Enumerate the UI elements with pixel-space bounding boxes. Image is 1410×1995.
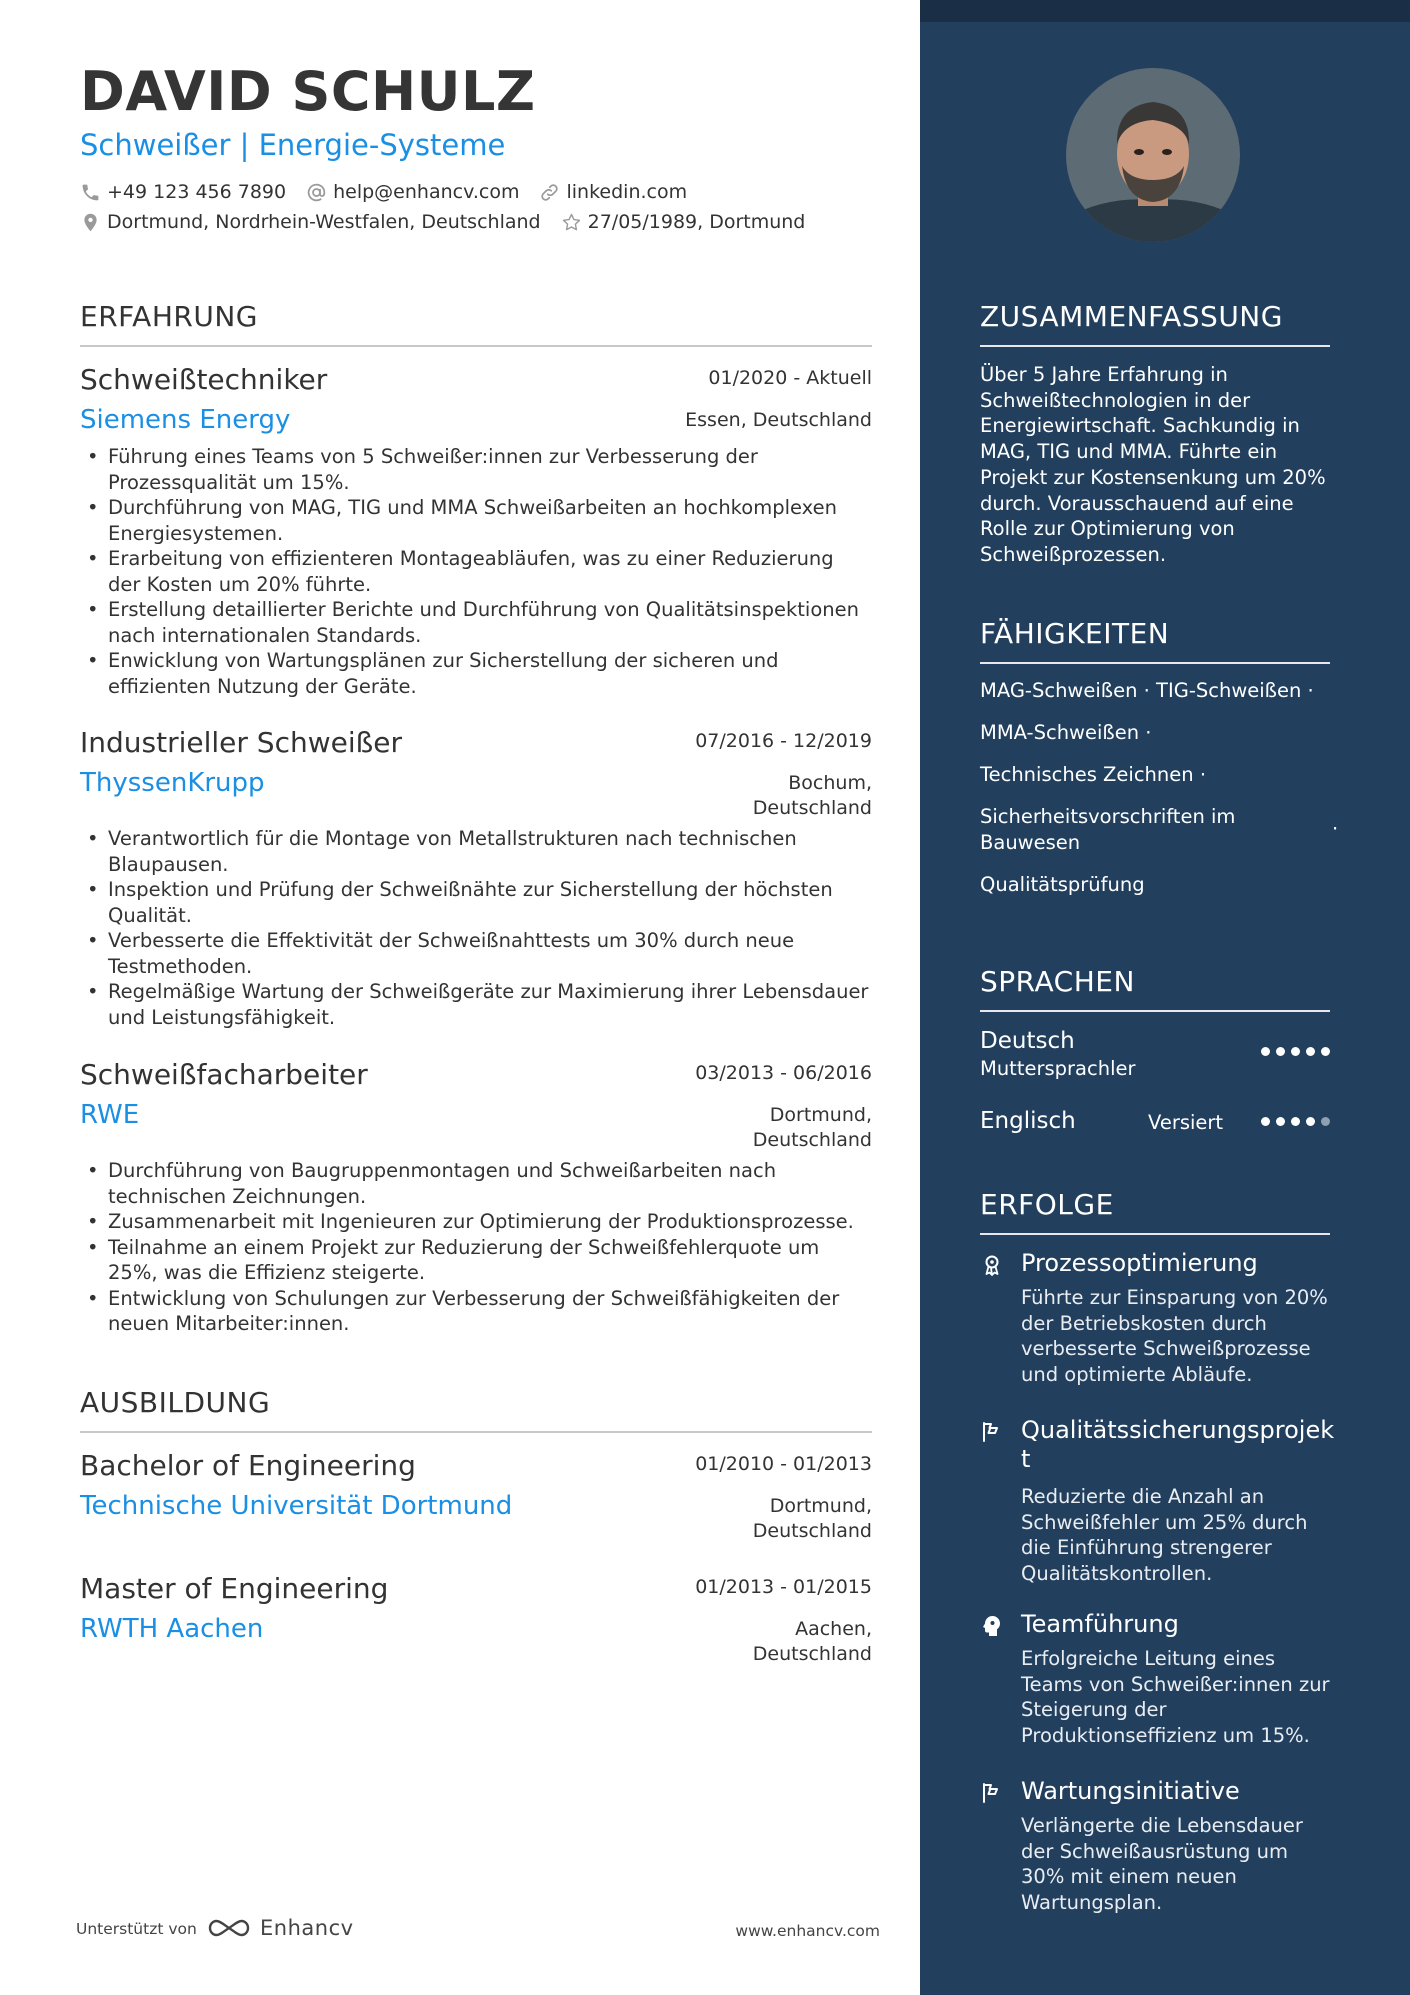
enhancv-brand-name: Enhancv <box>260 1916 354 1940</box>
languages-divider <box>980 1010 1330 1012</box>
contact-row <box>80 181 707 203</box>
link-icon <box>539 182 560 203</box>
job-location-city: Dortmund, <box>769 1104 872 1126</box>
job-bullets <box>80 1158 872 1337</box>
skill-line <box>980 678 1335 704</box>
achievement-title-line: t <box>1021 1445 1031 1473</box>
degree-title: Bachelor of Engineering <box>80 1449 416 1482</box>
job-location <box>753 1103 872 1153</box>
skills-title: FÄHIGKEITEN <box>980 617 1170 650</box>
rating-dot-filled <box>1321 1047 1330 1056</box>
degree-title: Master of Engineering <box>80 1572 389 1605</box>
skill-item: MAG-Schweißen <box>980 679 1138 702</box>
skill-item: TIG-Schweißen <box>1156 679 1302 702</box>
job-bullet: • Erstellung detaillierter Berichte und Durchführung von Qualitätsinspektionen nach internationalen Standards. <box>80 597 872 648</box>
achievement-title-line: Qualitätssicherungsprojek <box>1021 1416 1335 1444</box>
job-bullet: • Inspektion und Prüfung der Schweißnähte zur Sicherstellung der höchsten Qualität. <box>80 877 872 928</box>
linkedin-text[interactable]: linkedin.com <box>566 181 688 203</box>
skill-item: MMA-Schweißen <box>980 721 1140 744</box>
skill-item: Technisches Zeichnen <box>980 763 1194 786</box>
job-bullet: • Erarbeitung von effizienteren Montageabläufen, was zu einer Reduzierung der Kosten um 20% führte. <box>80 546 872 597</box>
education-location-country: Deutschland <box>752 1520 872 1542</box>
email-item[interactable] <box>306 181 519 203</box>
contact-row-2 <box>80 211 825 233</box>
language-rating <box>1255 1117 1330 1126</box>
powered-by-text: Unterstützt von <box>76 1920 197 1938</box>
job-bullet: • Verantwortlich für die Montage von Metallstrukturen nach technischen Blaupausen. <box>80 826 872 877</box>
job-company[interactable]: Siemens Energy <box>80 405 291 435</box>
education-location-city: Dortmund, <box>769 1495 872 1517</box>
skill-item: Sicherheitsvorschriften im Bauwesen <box>980 805 1236 854</box>
summary-text: Über 5 Jahre Erfahrung in Schweißtechnologien in der Energiewirtschaft. Sachkundig in MAG, TIG und MMA. Führte ein Projekt zur Kostensenkung um 20% durch. Vorausschauend auf eine Rolle zur Optimierung von Schweißprozessen. <box>980 363 1326 566</box>
achievement-title: Wartungsinitiative <box>1021 1777 1240 1805</box>
language-level: Muttersprachler <box>980 1057 1136 1080</box>
avatar-portrait <box>1066 68 1240 242</box>
job-bullet: • Verbesserte die Effektivität der Schweißnahttests um 30% durch neue Testmethoden. <box>80 928 872 979</box>
sidebar <box>920 0 1410 1995</box>
achievements-divider <box>980 1233 1330 1235</box>
education-divider <box>80 1431 872 1433</box>
skill-separator: · <box>1307 679 1314 702</box>
achievement-description: Verlängerte die Lebensdauer der Schweißausrüstung um 30% mit einem neuen Wartungsplan. <box>1021 1814 1303 1915</box>
head-icon <box>980 1614 1004 1638</box>
achievement-description: Erfolgreiche Leitung eines Teams von Schweißer:innen zur Steigerung der Produktionseffizienz um 15%. <box>1021 1647 1330 1748</box>
education-location <box>753 1617 872 1667</box>
job-date: 07/2016 - 12/2019 <box>695 730 872 752</box>
achievement-description: Führte zur Einsparung von 20% der Betriebskosten durch verbesserte Schweißprozesse und optimierte Abläufe. <box>1021 1286 1328 1387</box>
job-bullet: • Durchführung von Baugruppenmontagen und Schweißarbeiten nach technischen Zeichnungen. <box>80 1158 872 1209</box>
location-text: Dortmund, Nordrhein-Westfalen, Deutschland <box>107 211 541 233</box>
language-rating <box>1255 1047 1330 1056</box>
job-bullet: • Führung eines Teams von 5 Schweißer:innen zur Verbesserung der Prozessqualität um 15%. <box>80 444 872 495</box>
language-name: Deutsch <box>980 1028 1075 1054</box>
job-bullet: • Enwicklung von Wartungsplänen zur Sicherstellung der sicheren und effizienten Nutzung der Geräte. <box>80 648 872 699</box>
language-name: Englisch <box>980 1108 1076 1134</box>
award-icon <box>980 1253 1004 1277</box>
education-title: AUSBILDUNG <box>80 1386 271 1419</box>
job-title: Schweißfacharbeiter <box>80 1058 368 1091</box>
language-level: Versiert <box>1148 1111 1224 1134</box>
job-location <box>753 771 872 821</box>
rating-dot-filled <box>1291 1117 1300 1126</box>
rating-dot-filled <box>1276 1117 1285 1126</box>
job-bullets <box>80 826 872 1030</box>
skill-line <box>980 720 1335 746</box>
job-company[interactable]: ThyssenKrupp <box>80 768 265 798</box>
languages-title: SPRACHEN <box>980 965 1135 998</box>
education-location <box>753 1494 872 1544</box>
rating-dot-filled <box>1261 1047 1270 1056</box>
job-location-city: Bochum, <box>788 772 872 794</box>
education-date: 01/2013 - 01/2015 <box>695 1576 872 1598</box>
rating-dot-filled <box>1306 1117 1315 1126</box>
rating-dot-filled <box>1291 1047 1300 1056</box>
rating-dot-filled <box>1276 1047 1285 1056</box>
experience-title: ERFAHRUNG <box>80 300 258 333</box>
candidate-name: DAVID SCHULZ <box>80 60 536 123</box>
location-item <box>80 211 541 233</box>
sidebar-top-bar <box>920 0 1410 22</box>
job-bullet: • Entwicklung von Schulungen zur Verbesserung der Schweißfähigkeiten der neuen Mitarbeiter:innen. <box>80 1286 872 1337</box>
rating-dot-filled <box>1261 1117 1270 1126</box>
skill-line <box>980 872 1335 898</box>
school-name[interactable]: RWTH Aachen <box>80 1614 264 1644</box>
achievement-title <box>1021 1416 1335 1474</box>
job-bullet: • Zusammenarbeit mit Ingenieuren zur Optimierung der Produktionsprozesse. <box>80 1209 872 1235</box>
birth-text: 27/05/1989, Dortmund <box>587 211 806 233</box>
job-bullet: • Teilnahme an einem Projekt zur Reduzierung der Schweißfehlerquote um 25%, was die Effizienz steigerte. <box>80 1235 872 1286</box>
education-date: 01/2010 - 01/2013 <box>695 1453 872 1475</box>
skills-divider <box>980 662 1330 664</box>
job-bullet: • Regelmäßige Wartung der Schweißgeräte zur Maximierung ihrer Lebensdauer und Leistungsfähigkeit. <box>80 979 872 1030</box>
achievements-title: ERFOLGE <box>980 1188 1114 1221</box>
phone-item <box>80 181 286 203</box>
achievement-title: Prozessoptimierung <box>1021 1249 1258 1277</box>
achievement-title: Teamführung <box>1021 1610 1179 1638</box>
skill-item: Qualitätsprüfung <box>980 873 1145 896</box>
job-location-country: Deutschland <box>752 797 872 819</box>
location-pin-icon <box>80 212 101 233</box>
skill-separator: · <box>1143 679 1150 702</box>
experience-divider <box>80 345 872 347</box>
job-company[interactable]: RWE <box>80 1100 140 1130</box>
skill-separator: · <box>1145 721 1152 744</box>
skill-line <box>980 804 1250 855</box>
email-text[interactable]: help@enhancv.com <box>333 181 520 203</box>
skill-line <box>980 762 1335 788</box>
skill-separator: · <box>1332 817 1339 840</box>
job-date: 01/2020 - Aktuell <box>708 367 872 389</box>
education-location-country: Deutschland <box>752 1643 872 1665</box>
school-name[interactable]: Technische Universität Dortmund <box>80 1491 513 1521</box>
job-bullet: • Durchführung von MAG, TIG und MMA Schweißarbeiten an hochkomplexen Energiesystemen. <box>80 495 872 546</box>
job-date: 03/2013 - 06/2016 <box>695 1062 872 1084</box>
rating-dot-filled <box>1306 1047 1315 1056</box>
phone-text: +49 123 456 7890 <box>107 181 287 203</box>
star-icon <box>561 212 582 233</box>
summary-divider <box>980 345 1330 347</box>
summary-title: ZUSAMMENFASSUNG <box>980 300 1283 333</box>
phone-icon <box>80 182 101 203</box>
linkedin-item[interactable] <box>539 181 687 203</box>
avatar <box>1066 68 1240 242</box>
enhancv-logo[interactable] <box>206 1916 354 1940</box>
flag-icon <box>980 1781 1004 1805</box>
job-location-country: Deutschland <box>752 1129 872 1151</box>
job-bullets <box>80 444 872 699</box>
job-title: Schweißtechniker <box>80 363 328 396</box>
education-location-city: Aachen, <box>795 1618 872 1640</box>
language-item <box>980 1108 1330 1140</box>
rating-dot-empty <box>1321 1117 1330 1126</box>
birth-item <box>561 211 806 233</box>
flag-icon <box>980 1420 1004 1444</box>
website-link[interactable]: www.enhancv.com <box>735 1922 880 1940</box>
job-location: Essen, Deutschland <box>685 409 872 431</box>
achievement-description: Reduzierte die Anzahl an Schweißfehler um 25% durch die Einführung strengerer Qualitätskontrollen. <box>1021 1485 1308 1586</box>
language-item <box>980 1028 1330 1084</box>
skill-separator: · <box>1199 763 1207 786</box>
candidate-subtitle: Schweißer | Energie-Systeme <box>80 128 506 162</box>
at-icon <box>306 182 327 203</box>
footer <box>76 1916 880 1946</box>
job-title: Industrieller Schweißer <box>80 726 402 759</box>
enhancv-logo-icon <box>206 1916 252 1940</box>
